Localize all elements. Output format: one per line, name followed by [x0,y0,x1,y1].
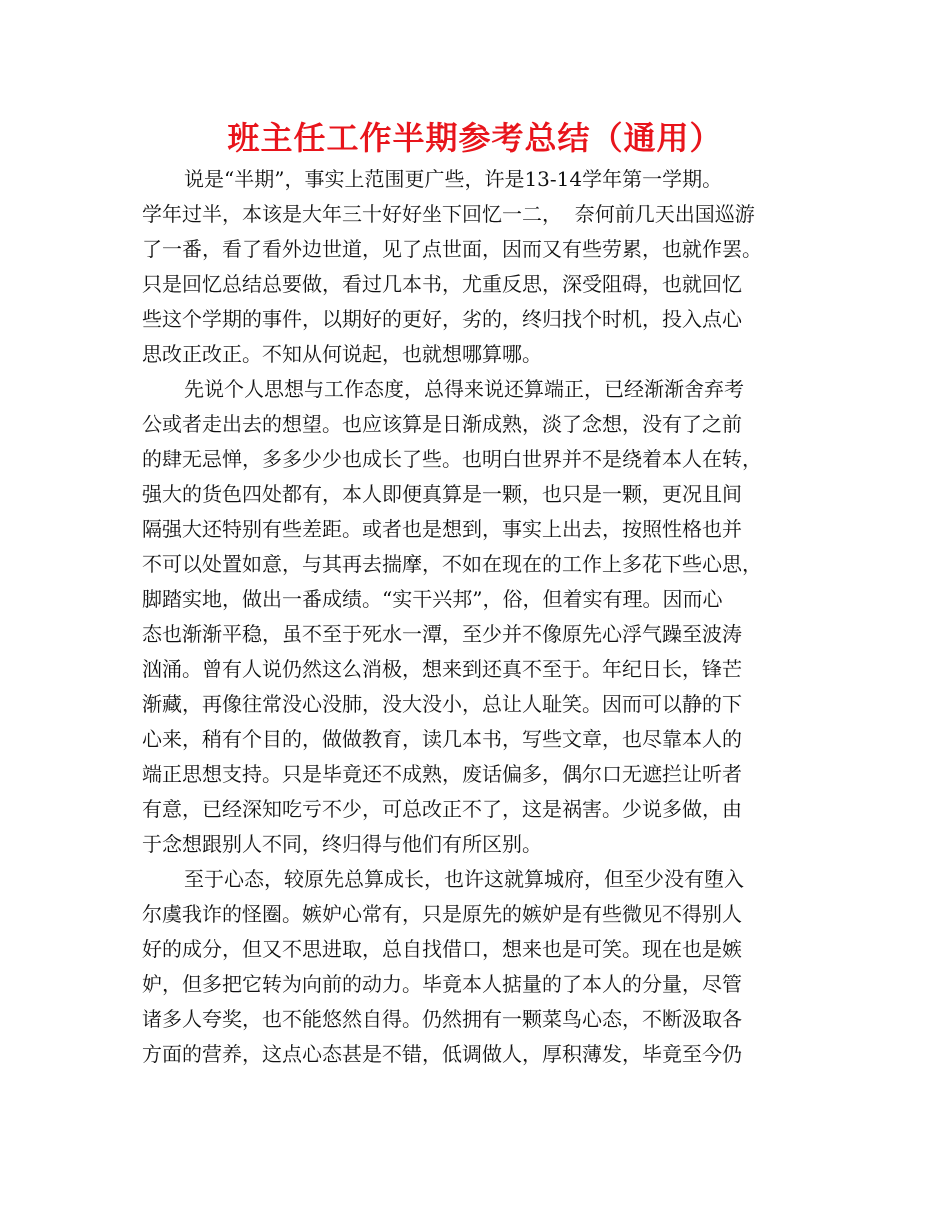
document-body [142,162,814,1072]
text-line: 至于心态，较原先总算成长，也许这就算城府，但至少没有堕入 [184,867,744,891]
text-line: 的肆无忌惮，多多少少也成长了些。也明白世界并不是绕着本人在转， [142,447,762,471]
text-line: 脚踏实地，做出一番成绩。“实干兴邦”，俗，但着实有理。因而心 [142,587,723,611]
text-line: 汹涌。曾有人说仍然这么消极，想来到还真不至于。年纪日长，锋芒 [142,657,742,681]
text-line: 了一番，看了看外边世道，见了点世面，因而又有些劳累，也就作罢。 [142,237,762,261]
text-line: 只是回忆总结总要做，看过几本书，尤重反思，深受阻碍，也就回忆 [142,272,742,296]
text-line: 强大的货色四处都有，本人即便真算是一颗，也只是一颗，更况且间 [142,482,742,506]
text-line: 思改正改正。不知从何说起，也就想哪算哪。 [142,342,542,366]
text-line: 学年过半，本该是大年三十好好坐下回忆一二， 奈何前几天出国巡游 [142,202,755,226]
text-line: 些这个学期的事件，以期好的更好，劣的，终归找个时机，投入点心 [142,307,742,331]
text-line: 隔强大还特别有些差距。或者也是想到，事实上出去，按照性格也并 [142,517,742,541]
text-line: 渐藏，再像往常没心没肺，没大没小，总让人耻笑。因而可以静的下 [142,692,742,716]
text-line: 方面的营养，这点心态甚是不错，低调做人，厚积薄发，毕竟至今仍 [142,1042,742,1066]
text-line: 说是“半期”，事实上范围更广些，许是13-14学年第一学期。 [184,167,723,191]
text-line: 心来，稍有个目的，做做教育，读几本书，写些文章，也尽靠本人的 [142,727,742,751]
paragraph-3 [142,862,814,1072]
text-line: 先说个人思想与工作态度，总得来说还算端正，已经渐渐舍弃考 [184,377,744,401]
text-line: 好的成分，但又不思进取，总自找借口，想来也是可笑。现在也是嫉 [142,937,742,961]
text-line: 有意，已经深知吃亏不少，可总改正不了，这是祸害。少说多做，由 [142,797,742,821]
text-line: 尔虞我诈的怪圈。嫉妒心常有，只是原先的嫉妒是有些微见不得别人 [142,902,742,926]
paragraph-2 [142,372,814,862]
text-line: 不可以处置如意，与其再去揣摩，不如在现在的工作上多花下些心思， [142,552,762,576]
text-line: 公或者走出去的想望。也应该算是日渐成熟，淡了念想，没有了之前 [142,412,742,436]
document-title: 班主任工作半期参考总结（通用） [227,119,723,157]
text-line: 端正思想支持。只是毕竟还不成熟，废话偏多，偶尔口无遮拦让听者 [142,762,742,786]
paragraph-1 [142,162,814,372]
text-line: 诸多人夸奖，也不能悠然自得。仍然拥有一颗菜鸟心态，不断汲取各 [142,1007,742,1031]
text-line: 妒，但多把它转为向前的动力。毕竟本人掂量的了本人的分量，尽管 [142,972,742,996]
text-line: 态也渐渐平稳，虽不至于死水一潭，至少并不像原先心浮气躁至波涛 [142,622,742,646]
text-line: 于念想跟别人不同，终归得与他们有所区别。 [142,832,542,856]
